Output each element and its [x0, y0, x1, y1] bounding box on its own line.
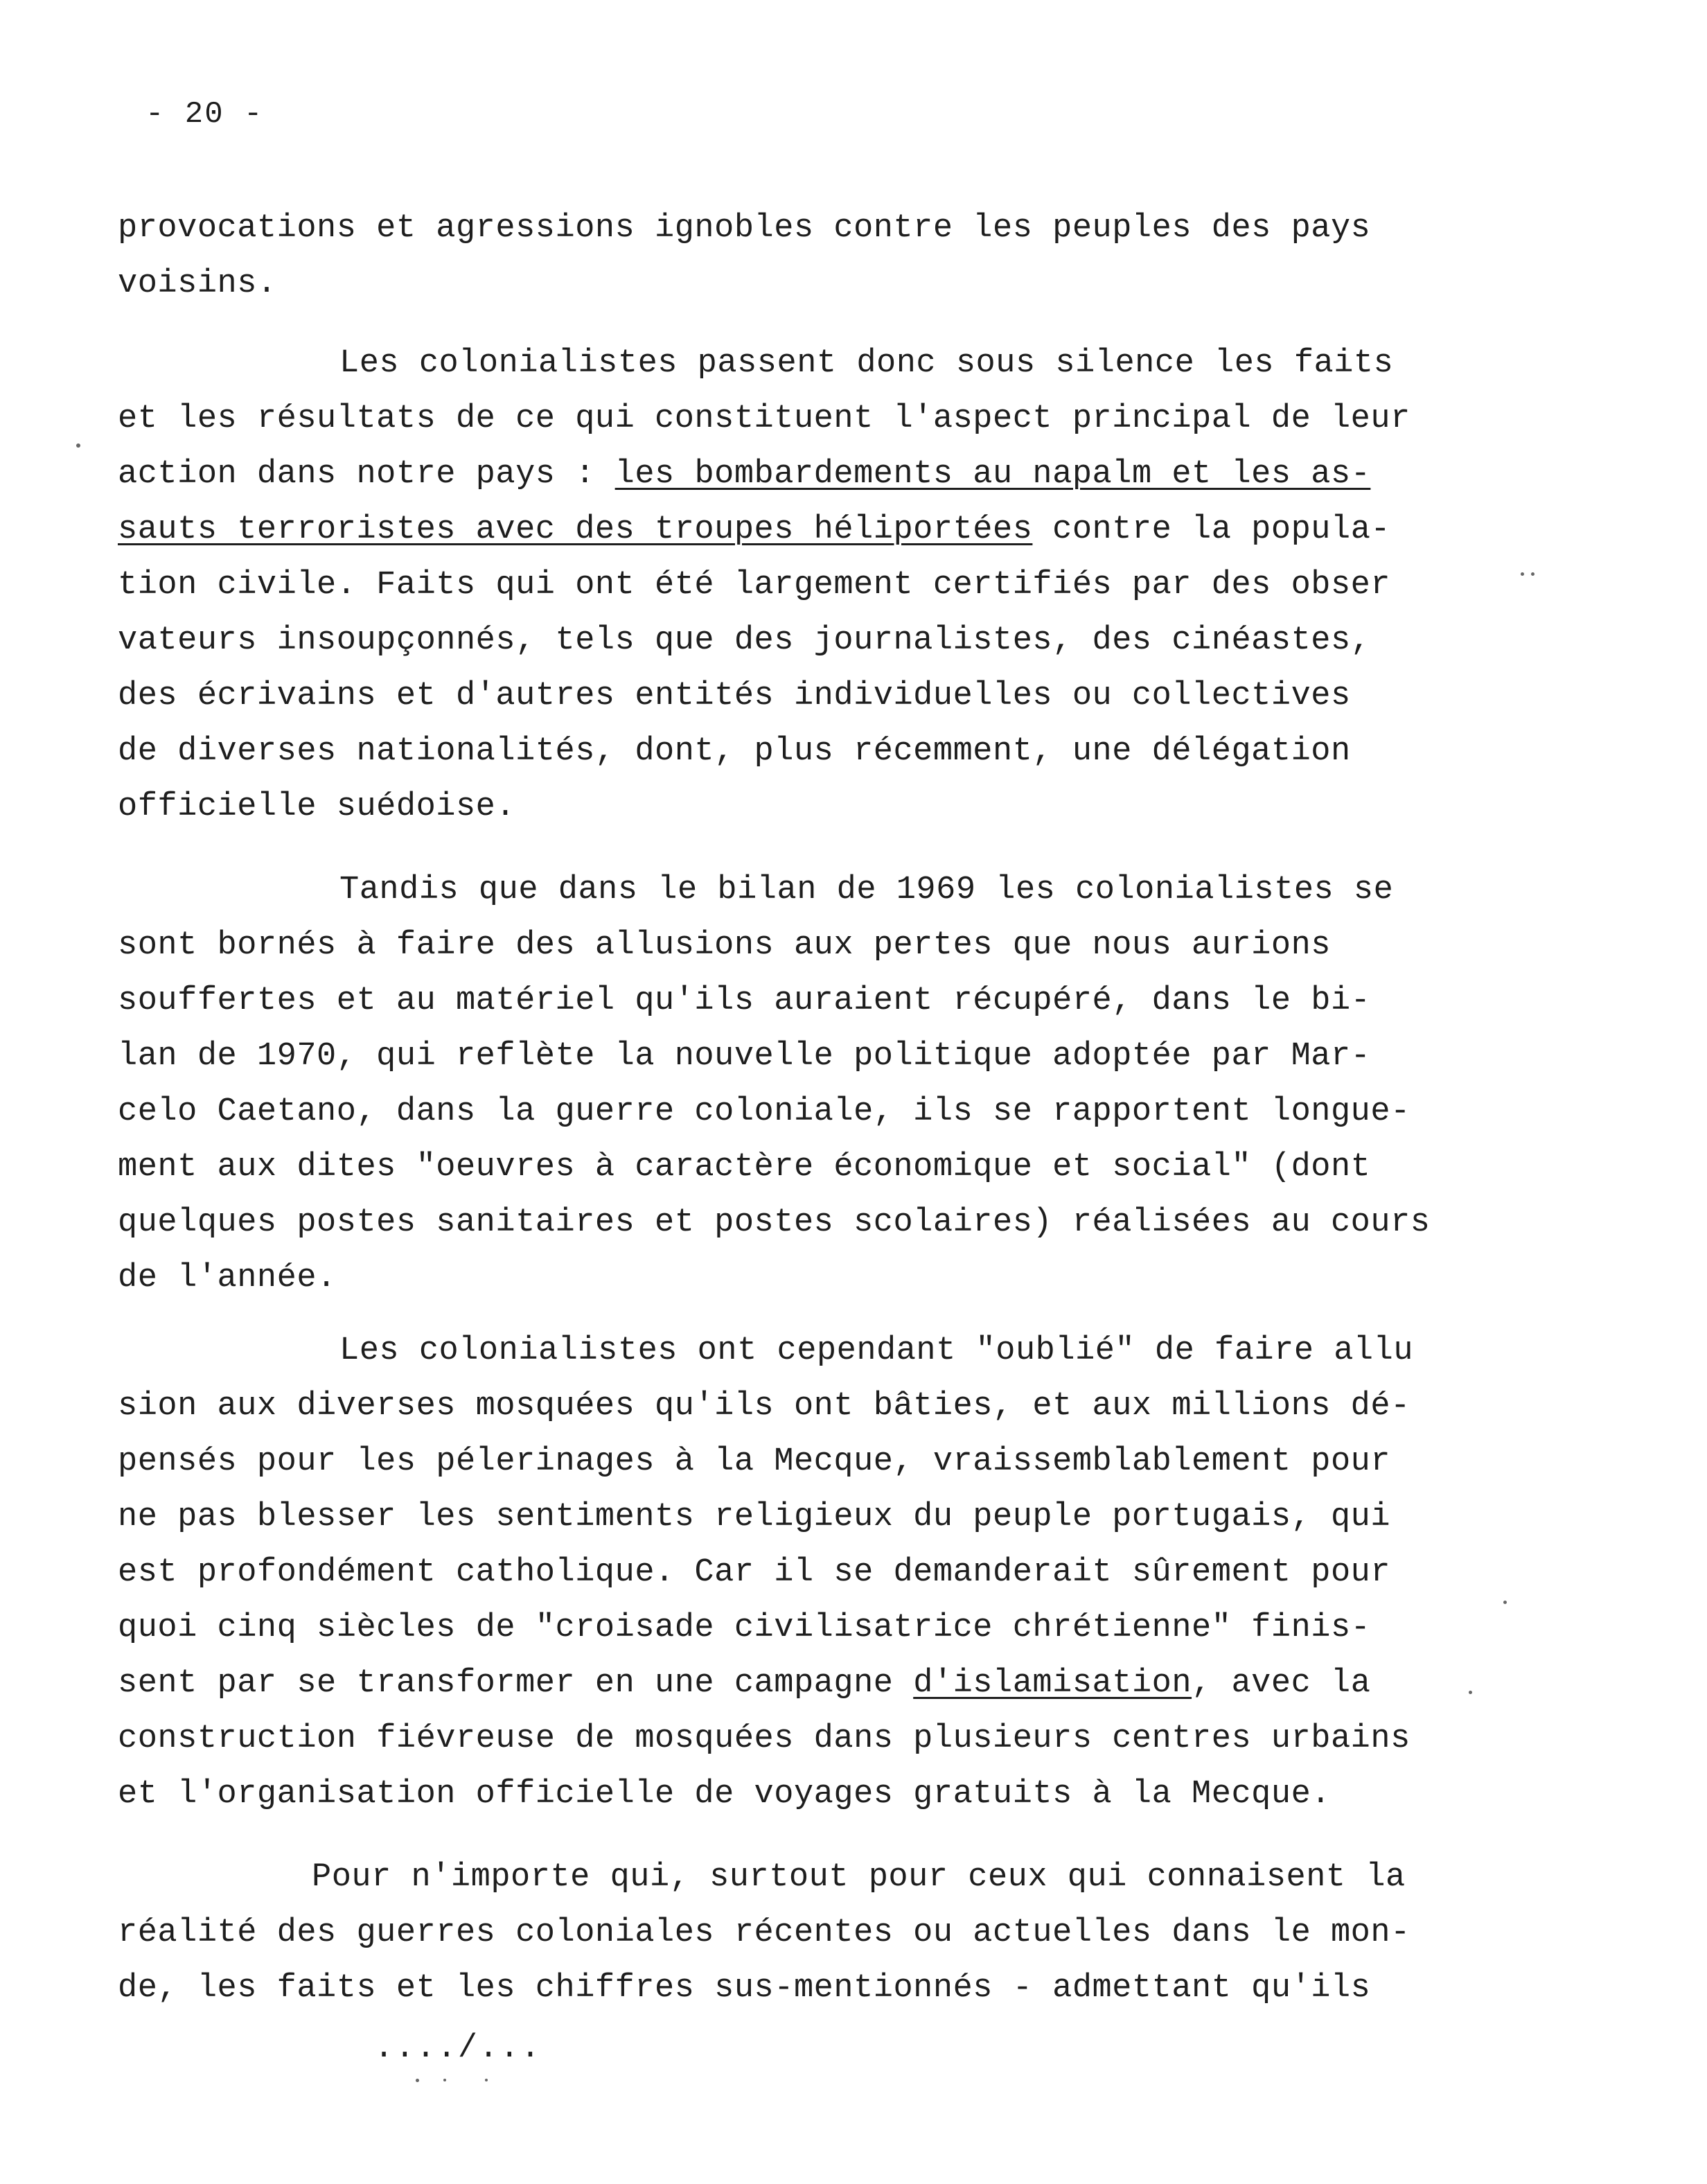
text-segment: sent par se transformer en une campagne [118, 1665, 914, 1702]
text-segment: est profondément catholique. Car il se demanderait sûrement pour [118, 1554, 1391, 1591]
continuation-mark: ..../... [374, 2030, 542, 2067]
text-segment: et l'organisation officielle de voyages gratuits à la Mecque. [118, 1776, 1331, 1813]
text-line [118, 980, 1370, 1022]
page-number: - 20 - [145, 97, 264, 132]
text-line [118, 1718, 1410, 1760]
text-segment: et les résultats de ce qui constituent l'aspect principal de leur [118, 400, 1410, 437]
text-segment: sion aux diverses mosquées qu'ils ont bâties, et aux millions dé- [118, 1388, 1410, 1425]
text-segment: , avec la [1192, 1665, 1371, 1702]
text-line [118, 925, 1331, 967]
scan-speck [1531, 572, 1534, 576]
text-segment: contre la popula- [1032, 511, 1391, 548]
text-line [118, 263, 277, 305]
underlined-text: les bombardements au napalm et les as- [614, 456, 1371, 493]
text-line [118, 676, 1351, 717]
scan-speck [416, 2079, 419, 2082]
underlined-text: sauts terroristes avec des troupes héliportées [118, 511, 1033, 548]
text-line [118, 398, 1410, 440]
text-segment: quelques postes sanitaires et postes scolaires) réalisées au cours [118, 1204, 1431, 1241]
text-line [118, 1912, 1410, 1954]
scan-speck [1503, 1601, 1507, 1604]
text-segment: souffertes et au matériel qu'ils auraient récupéré, dans le bi- [118, 983, 1371, 1019]
text-line [118, 1091, 1410, 1133]
text-segment: officielle suédoise. [118, 789, 516, 825]
text-segment: tion civile. Faits qui ont été largement certifiés par des obser [118, 567, 1391, 604]
text-line [118, 1774, 1331, 1815]
text-line [118, 786, 515, 828]
text-segment: ne pas blesser les sentiments religieux du peuple portugais, qui [118, 1499, 1391, 1535]
text-segment: construction fiévreuse de mosquées dans plusieurs centres urbains [118, 1720, 1410, 1757]
text-segment: ment aux dites "oeuvres à caractère économique et social" (dont [118, 1149, 1371, 1186]
text-line [118, 1857, 1406, 1899]
text-line [118, 343, 1393, 385]
text-segment: pensés pour les pélerinages à la Mecque, vraissemblablement pour [118, 1443, 1391, 1480]
text-line [118, 1608, 1370, 1649]
text-segment: de, les faits et les chiffres sus-mentionnés - admettant qu'ils [118, 1970, 1371, 2007]
underlined-text: d'islamisation [913, 1665, 1192, 1702]
text-line [118, 1036, 1370, 1077]
text-line [118, 870, 1393, 911]
text-segment: provocations et agressions ignobles contre les peuples des pays [118, 210, 1371, 247]
text-segment: des écrivains et d'autres entités individuelles ou collectives [118, 678, 1351, 714]
text-line [118, 1147, 1370, 1188]
text-line [118, 454, 1370, 495]
text-segment: réalité des guerres coloniales récentes ou actuelles dans le mon- [118, 1914, 1410, 1951]
text-line [118, 1330, 1413, 1372]
text-segment: voisins. [118, 265, 277, 302]
text-line [118, 509, 1390, 551]
text-line [118, 208, 1370, 249]
text-segment: Les colonialistes ont cependant "oublié" de faire allu [339, 1332, 1414, 1369]
text-segment: de l'année. [118, 1260, 337, 1296]
text-line [118, 1386, 1410, 1427]
text-segment: vateurs insoupçonnés, tels que des journalistes, des cinéastes, [118, 622, 1371, 659]
scan-speck [485, 2079, 488, 2081]
text-segment: action dans notre pays : [118, 456, 615, 493]
text-line [118, 1202, 1431, 1244]
text-line [118, 1663, 1370, 1705]
scan-speck [443, 2079, 446, 2081]
text-segment: Pour n'importe qui, surtout pour ceux qui connaisent la [312, 1859, 1406, 1896]
text-line [118, 731, 1351, 773]
text-segment: quoi cinq siècles de "croisade civilisatrice chrétienne" finis- [118, 1610, 1371, 1646]
scan-speck [76, 443, 80, 448]
scan-speck [1521, 572, 1524, 576]
text-segment: sont bornés à faire des allusions aux pertes que nous aurions [118, 927, 1331, 964]
text-segment: de diverses nationalités, dont, plus récemment, une délégation [118, 733, 1351, 770]
text-line [118, 1441, 1390, 1483]
scan-speck [1469, 1691, 1472, 1694]
text-line [118, 620, 1370, 662]
text-line [118, 565, 1390, 606]
text-line [118, 1968, 1370, 2009]
text-line [118, 1258, 337, 1299]
text-segment: Tandis que dans le bilan de 1969 les colonialistes se [339, 872, 1394, 908]
text-segment: Les colonialistes passent donc sous silence les faits [339, 345, 1394, 382]
text-line [118, 1497, 1390, 1538]
text-segment: celo Caetano, dans la guerre coloniale, ils se rapportent longue- [118, 1093, 1410, 1130]
text-segment: lan de 1970, qui reflète la nouvelle politique adoptée par Mar- [118, 1038, 1371, 1075]
text-line [118, 1552, 1390, 1594]
